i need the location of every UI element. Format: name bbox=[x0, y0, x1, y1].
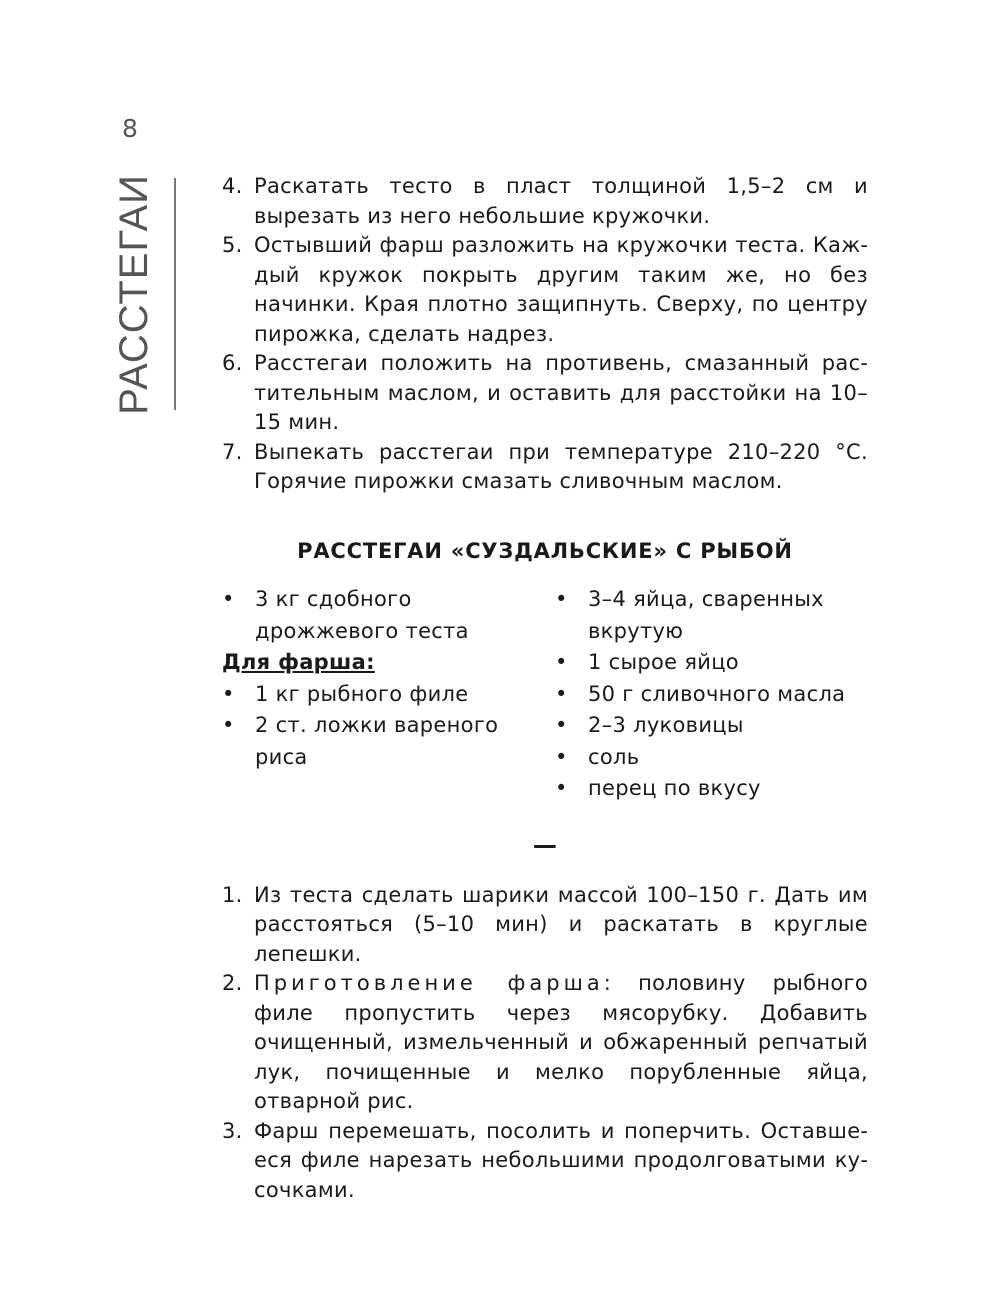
bullet-icon: • bbox=[555, 776, 568, 800]
bullet-icon: • bbox=[555, 650, 568, 674]
bullet-icon: • bbox=[222, 713, 235, 737]
ingredient-item: • 3–4 яйца, сваренных вкрутую bbox=[555, 584, 868, 647]
ingredients-right-column bbox=[555, 584, 868, 805]
spaced-emphasis: Приготовление фарша bbox=[254, 971, 604, 995]
ingredients-left-column bbox=[222, 584, 555, 805]
step-item: 3. Фарш перемешать, посолить и поперчить. Оставшееся филе нарезать небольшими продолговатыми кусочками. bbox=[222, 1117, 868, 1206]
filling-label: Для фарша: bbox=[222, 650, 375, 674]
step-text: Выпекать расстегаи при температуре 210–220 °С. Горячие пирожки смазать сливочным маслом. bbox=[254, 439, 868, 493]
step-text: Остывший фарш разложить на кружочки теста. Каждый кружок покрыть другим таким же, но без начинки. Края плотно защипнуть. Сверху, по центру пирожка, сделать надрез. bbox=[254, 233, 868, 346]
running-head bbox=[108, 173, 160, 415]
bullet-icon: • bbox=[555, 744, 568, 769]
bullet-icon: • bbox=[555, 713, 568, 737]
ingredient-item: • 1 кг рыбного филе bbox=[222, 679, 555, 711]
ingredient-item: • перец по вкусу bbox=[555, 773, 868, 805]
step-text: Из теста сделать шарики массой 100–150 г. Дать им расстояться (5–10 мин) и раскатать в круглые лепешки. bbox=[254, 882, 868, 966]
bullet-icon: • bbox=[555, 587, 568, 611]
step-item: 4. Раскатать тесто в пласт толщиной 1,5–2 см и вырезать из него небольшие кружочки. bbox=[222, 172, 868, 231]
ingredient-item: • 50 г сливочного масла bbox=[555, 679, 868, 711]
page-content bbox=[222, 172, 868, 1205]
step-item: 2. Приготовление фарша: половину рыбного филе пропустить через мясорубку. Добавить очищенный, измельченный и обжаренный репчатый лук, почищенные и мелко порубленные яйца, отварной рис. bbox=[222, 969, 868, 1117]
bullet-icon: • bbox=[555, 681, 568, 706]
recipe-title: РАССТЕГАИ «СУЗДАЛЬСКИЕ» С РЫБОЙ bbox=[297, 538, 793, 563]
ingredient-item: • 3 кг сдобного дрожжевого теста bbox=[222, 584, 555, 647]
step-text: Расстегаи положить на противень, смазанный растительным маслом, и оставить для расстойки на 10–15 мин. bbox=[254, 351, 868, 434]
step-text: Раскатать тесто в пласт толщиной 1,5–2 см и вырезать из него небольшие кружочки. bbox=[254, 174, 868, 228]
ingredients bbox=[222, 584, 868, 805]
side-rule bbox=[174, 178, 176, 410]
ingredient-item: • соль bbox=[555, 742, 868, 774]
step-item: 5. Остывший фарш разложить на кружочки теста. Каждый кружок покрыть другим таким же, но без начинки. Края плотно защипнуть. Сверху, по центру пирожка, сделать надрез. bbox=[222, 231, 868, 349]
ingredient-item: • 2 ст. ложки вареного риса bbox=[222, 710, 555, 773]
ingredient-item: • 1 сырое яйцо bbox=[555, 647, 868, 679]
step-text: Фарш перемешать, посолить и поперчить. Оставшееся филе нарезать небольшими продолговатыми кусочками. bbox=[254, 1118, 868, 1202]
recipe-steps bbox=[222, 881, 868, 1206]
running-head-text: РАССТЕГАИ bbox=[111, 173, 156, 415]
step-item: 6. Расстегаи положить на противень, смазанный растительным маслом, и оставить для расстойки на 10–15 мин. bbox=[222, 349, 868, 438]
step-item: 7. Выпекать расстегаи при температуре 210–220 °С. Горячие пирожки смазать сливочным маслом. bbox=[222, 438, 868, 497]
step-item: 1. Из теста сделать шарики массой 100–150 г. Дать им расстояться (5–10 мин) и раскатать в круглые лепешки. bbox=[222, 881, 868, 970]
previous-recipe-steps bbox=[222, 172, 868, 497]
bullet-icon: • bbox=[222, 681, 235, 706]
step-text: Приготовление фарша: половину рыбного филе пропустить через мясорубку. Добавить очищенный, измельченный и обжаренный репчатый лук, почищенные и мелко порубленные яйца, отварной рис. bbox=[254, 971, 868, 1113]
ingredient-item: • 2–3 луковицы bbox=[555, 710, 868, 742]
section-separator: — bbox=[532, 830, 558, 859]
page-number: 8 bbox=[122, 114, 138, 143]
bullet-icon: • bbox=[222, 587, 235, 611]
